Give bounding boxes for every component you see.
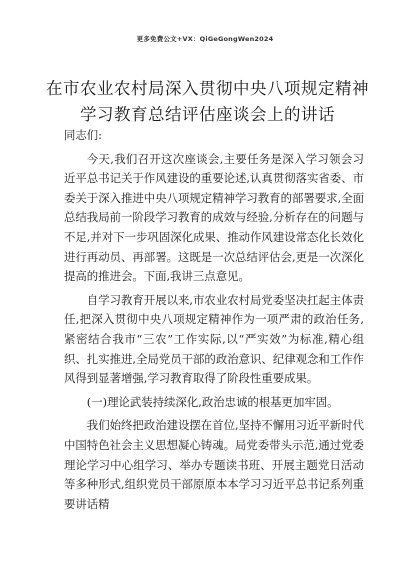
section-subheading: (一)理论武装持续深化,政治忠诚的根基更加牢固。 — [86, 394, 339, 409]
paragraph-achievements: 自学习教育开展以来,市农业农村局党委坚决扛起主体责任,把深入贯彻中央八项规定精神作为一项严肃的政治任务,紧密结合我市“三农”工作实际,以“严实效”为标准,精心组织、扎实推进,全局党员干部的政治意识、纪律观念和工作作风得到显著增强,学习教育取得了阶段性重要成果。 — [64, 292, 364, 386]
document-title: 在市农业农村局深入贯彻中央八项规定精神学习教育总结评估座谈会上的讲话 — [46, 79, 369, 124]
document-body — [64, 126, 364, 518]
paragraph-intro: 今天,我们召开这次座谈会,主要任务是深入学习领会习近平总书记关于作风建设的重要论述,认真贯彻落实省委、市委关于深入推进中央八项规定精神学习教育的部署要求,全面总结我局前一阶段学习教育的成效与经验,分析存在的问题与不足,并对下一步巩固深化成果、推动作风建设常态化长效化进行再动员、再部署。这既是一次总结评估会,更是一次深化提高的推进会。下面,我讲三点意见。 — [64, 151, 364, 284]
header-note: 更多免费公文+VX：QiGeGongWen2024 — [136, 35, 274, 43]
salutation: 同志们: — [64, 128, 103, 142]
paragraph-theory: 我们始终把政治建设摆在首位,坚持不懈用习近平新时代中国特色社会主义思想凝心铸魂。局党委带头示范,通过党委理论学习中心组学习、举办专题读书班、开展主题党日活动等多种形式,组织党员干部原原本本学习习近平总书记系列重要讲话精 — [64, 418, 364, 511]
